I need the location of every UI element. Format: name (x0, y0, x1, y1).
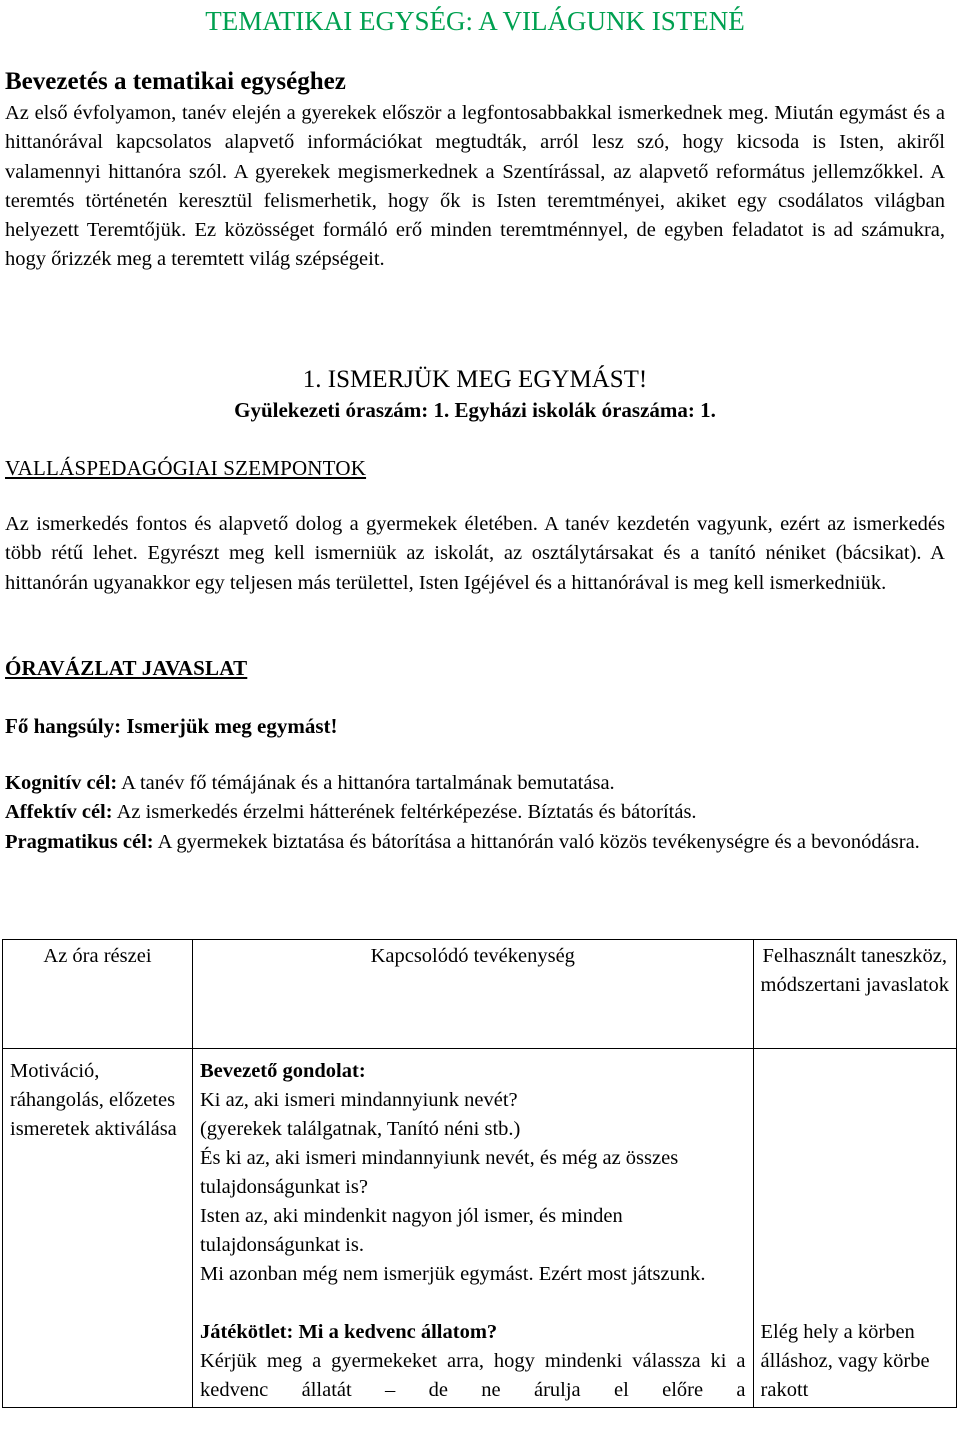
activity-line: Isten az, aki mindenkit nagyon jól ismer, és minden tulajdonságunkat is. (199, 1205, 623, 1256)
intro-heading: Bevezetés a tematikai egységhez (5, 68, 346, 95)
activity-line: (gyerekek találgatnak, Tanító néni stb.) (199, 1118, 521, 1140)
intro-text: Az első évfolyamon, tanév elején a gyerekek először a legfontosabbakkal ismerkednek meg. Miután egymást és a hittanórával kapcsolatos alapvető információkat megtudták, arról lesz szó, hogy kicsoda is Isten, akiről valamennyi hittanóra szól. A gyerekek megismerkednek a Szentírással, az alapvető református jellemzőkkel. A teremtés történetén keresztül felismerhetik, hogy ők is Isten teremtményei, akiket egy csodálatos világban helyezett Teremtőjük. Ez közösséget formáló erő minden teremtménnyel, de egyben feladatot is ad számukra, hogy őrizzék meg a teremtett világ szépségeit. (5, 102, 945, 271)
goal-text: Az ismerkedés érzelmi hátterének feltérképezése. Bíztatás és bátorítás. (112, 801, 697, 824)
intro-thought-title: Bevezető gondolat: (199, 1060, 366, 1082)
lesson-hours: Gyülekezeti óraszám: 1. Egyházi iskolák óraszáma: 1. (234, 398, 716, 422)
goal-text: A tanév fő témájának és a hittanóra tartalmának bemutatása. (117, 772, 615, 794)
header-activity: Kapcsolódó tevékenység (192, 940, 753, 1049)
pedagogy-text: Az ismerkedés fontos és alapvető dolog a gyermekek életében. A tanév kezdetén vagyunk, ezért az ismerkedés több rétű lehet. Egyrészt meg kell ismerniük az iskolát, az osztálytársakat és a tanító néniket (bácsikat). A hittanórán ugyanakkor egy teljesen más területtel, Isten Igéjével és a hittanórával is meg kell ismerkedniük. (5, 513, 945, 594)
activity-line: Mi azonban még nem ismerjük egymást. Ezért most játszunk. (199, 1263, 706, 1285)
goal-label: Kognitív cél: (5, 772, 118, 794)
tool-text: Elég hely a körben álláshoz, vagy körbe rakott (760, 1321, 930, 1401)
pedagogy-heading: VALLÁSPEDAGÓGIAI SZEMPONTOK (5, 456, 367, 480)
lesson-title: 1. ISMERJÜK MEG EGYMÁST! (302, 366, 648, 393)
goal-affective (5, 798, 945, 827)
theme-title: TEMATIKAI EGYSÉG: A VILÁGUNK ISTENÉ (205, 6, 745, 36)
goal-cognitive (5, 769, 945, 798)
header-tools: Felhasznált taneszköz, módszertani javaslatok (753, 940, 956, 1049)
lesson-plan-table (2, 939, 957, 1408)
goal-label: Pragmatikus cél: (5, 830, 154, 853)
plan-heading: ÓRAVÁZLAT JAVASLAT (5, 656, 248, 680)
header-parts: Az óra részei (3, 940, 193, 1049)
goal-label: Affektív cél: (5, 801, 113, 824)
table-header-row (3, 940, 957, 1049)
activity-line: Ki az, aki ismeri mindannyiunk nevét? (199, 1089, 518, 1111)
plan-focus: Fő hangsúly: Ismerjük meg egymást! (5, 714, 338, 738)
table-row (3, 1049, 957, 1408)
game-title: Játékötlet: Mi a kedvenc állatom? (199, 1321, 498, 1343)
game-text: Kérjük meg a gyermekeket arra, hogy mindenki válassza ki a kedvenc állatát – de ne árulja el előre a (199, 1350, 746, 1401)
cell-activity (192, 1049, 753, 1408)
activity-line: És ki az, aki ismeri mindannyiunk nevét, és még az összes tulajdonságunkat is? (199, 1147, 679, 1198)
cell-part: Motiváció, ráhangolás, előzetes ismeretek aktiválása (3, 1049, 193, 1408)
goals-list (5, 769, 945, 857)
cell-tools (753, 1049, 956, 1408)
goal-pragmatic (5, 828, 945, 857)
goal-text: A gyermekek biztatása és bátorítása a hittanórán való közös tevékenységre és a bevonódásra. (153, 830, 920, 853)
